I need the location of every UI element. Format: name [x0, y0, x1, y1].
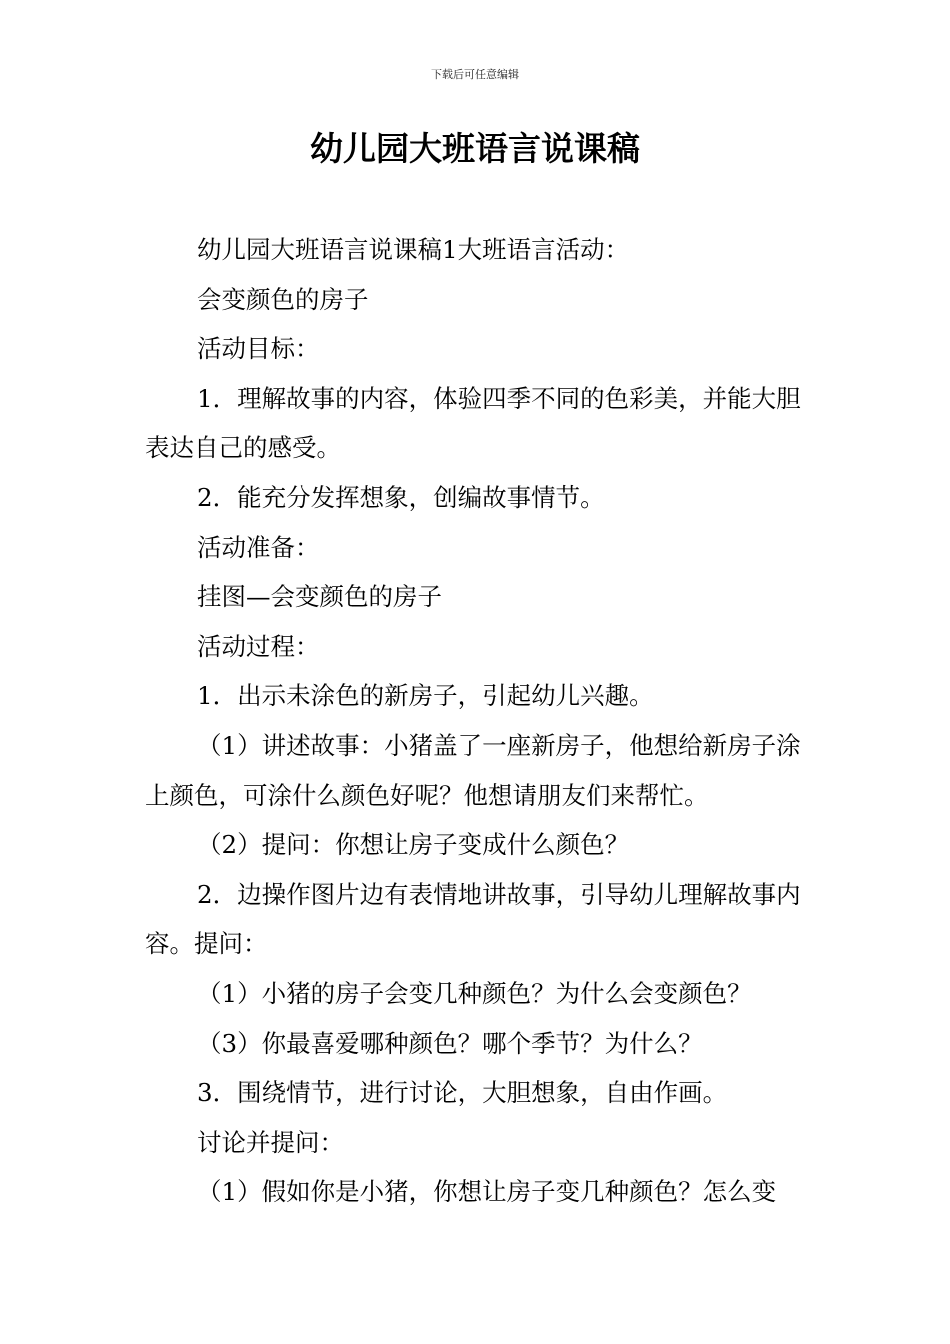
paragraph: 2．边操作图片边有表情地讲故事，引导幼儿理解故事内容。提问： — [145, 879, 801, 959]
paragraph: （1）讲述故事：小猪盖了一座新房子，他想给新房子涂上颜色，可涂什么颜色好呢？他想请朋友们来帮忙。 — [145, 730, 801, 810]
paragraph: 活动目标： — [197, 334, 320, 364]
paragraph: 会变颜色的房子 — [197, 284, 369, 314]
paragraph: 2．能充分发挥想象，创编故事情节。 — [197, 482, 605, 512]
paragraph: 1．理解故事的内容，体验四季不同的色彩美，并能大胆表达自己的感受。 — [145, 383, 801, 463]
paragraph: 活动准备： — [197, 532, 320, 562]
header-note: 下载后可任意编辑 — [431, 68, 519, 81]
document-body — [145, 225, 809, 1217]
paragraph: 幼儿园大班语言说课稿1大班语言活动： — [197, 235, 630, 264]
paragraph: 活动过程： — [197, 631, 320, 661]
paragraph: 1．出示未涂色的新房子，引起幼儿兴趣。 — [197, 681, 654, 711]
paragraph: 讨论并提问： — [197, 1127, 344, 1157]
paragraph: 3．围绕情节，进行讨论，大胆想象，自由作画。 — [197, 1078, 728, 1108]
document-title: 幼儿园大班语言说课稿 — [310, 129, 640, 168]
paragraph: （1）小猪的房子会变几种颜色？为什么会变颜色？ — [197, 978, 752, 1008]
paragraph: 挂图—会变颜色的房子 — [197, 582, 442, 612]
paragraph: （1）假如你是小猪，你想让房子变几种颜色？怎么变 — [197, 1177, 777, 1207]
paragraph: （2）提问：你想让房子变成什么颜色？ — [197, 830, 630, 860]
paragraph: （3）你最喜爱哪种颜色？哪个季节？为什么？ — [197, 1028, 703, 1058]
